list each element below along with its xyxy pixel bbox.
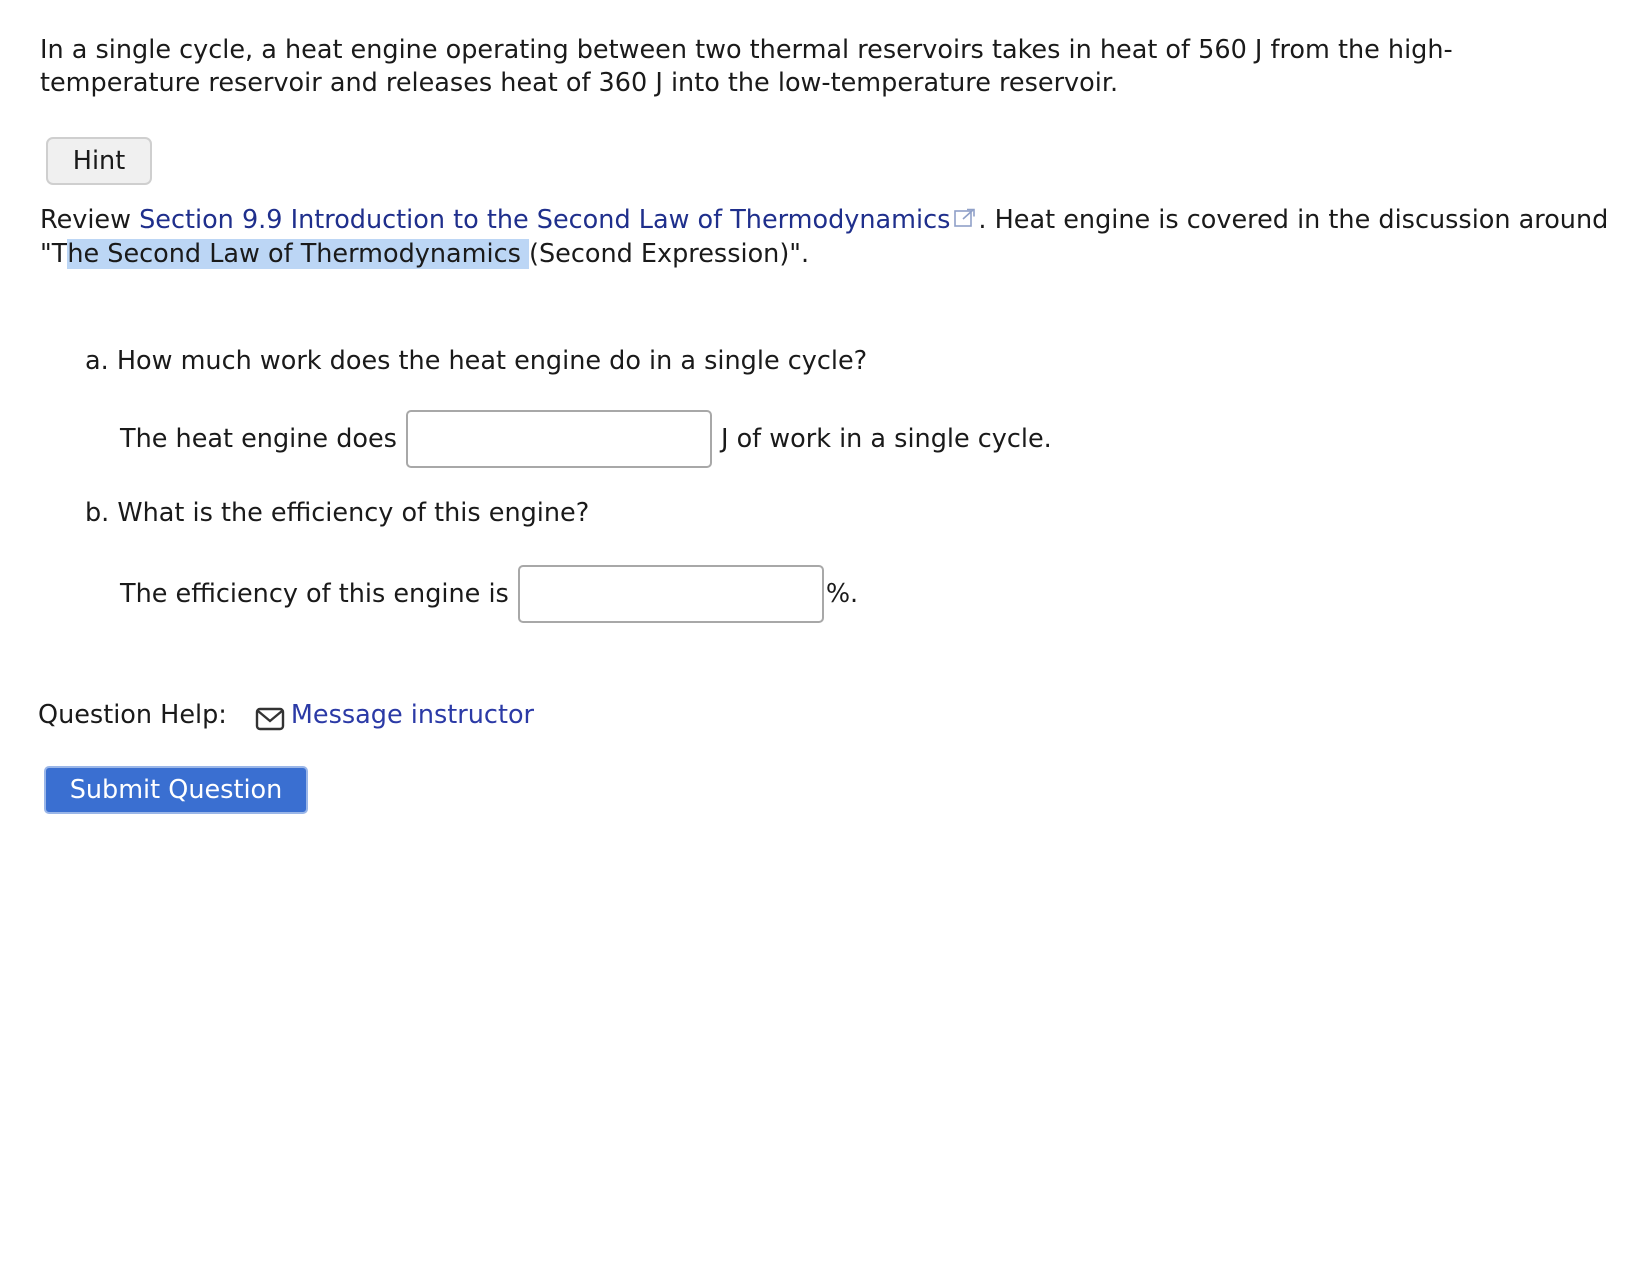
review-text — [40, 203, 1620, 271]
hint-button[interactable]: Hint — [46, 137, 152, 185]
envelope-icon — [255, 703, 285, 727]
question-b: b. What is the efficiency of this engine? — [85, 498, 590, 528]
answer-row-a — [120, 410, 1052, 468]
efficiency-input[interactable] — [518, 565, 824, 623]
problem-text: In a single cycle, a heat engine operating between two thermal reservoirs takes in heat of 560 J from the high-temperature reservoir and releases heat of 360 J into the low-temperature reservoir. — [40, 35, 1453, 98]
answer-a-prefix: The heat engine does — [120, 424, 397, 454]
section-link-label: Section 9.9 Introduction to the Second Law of Thermodynamics — [139, 205, 951, 235]
review-suffix: (Second Expression)". — [529, 239, 810, 269]
problem-statement — [40, 34, 1600, 100]
message-instructor-link[interactable]: Message instructor — [290, 700, 535, 730]
work-input[interactable] — [406, 410, 712, 468]
external-link-icon[interactable] — [954, 203, 976, 237]
submit-question-button[interactable]: Submit Question — [44, 766, 308, 814]
review-prefix: Review — [40, 205, 140, 235]
selected-text-highlight: he Second Law of Thermodynamics — [67, 239, 530, 269]
question-help — [38, 695, 534, 735]
question-a: a. How much work does the heat engine do in a single cycle? — [85, 346, 868, 376]
answer-a-suffix: J of work in a single cycle. — [720, 424, 1052, 454]
answer-b-suffix: %. — [825, 579, 859, 609]
answer-row-b — [120, 565, 858, 623]
answer-b-prefix: The efficiency of this engine is — [120, 579, 509, 609]
review-middle: . Heat engine is covered in the discussion around "T — [40, 205, 1609, 269]
section-link[interactable] — [139, 205, 950, 235]
question-help-label: Question Help: — [38, 700, 227, 730]
